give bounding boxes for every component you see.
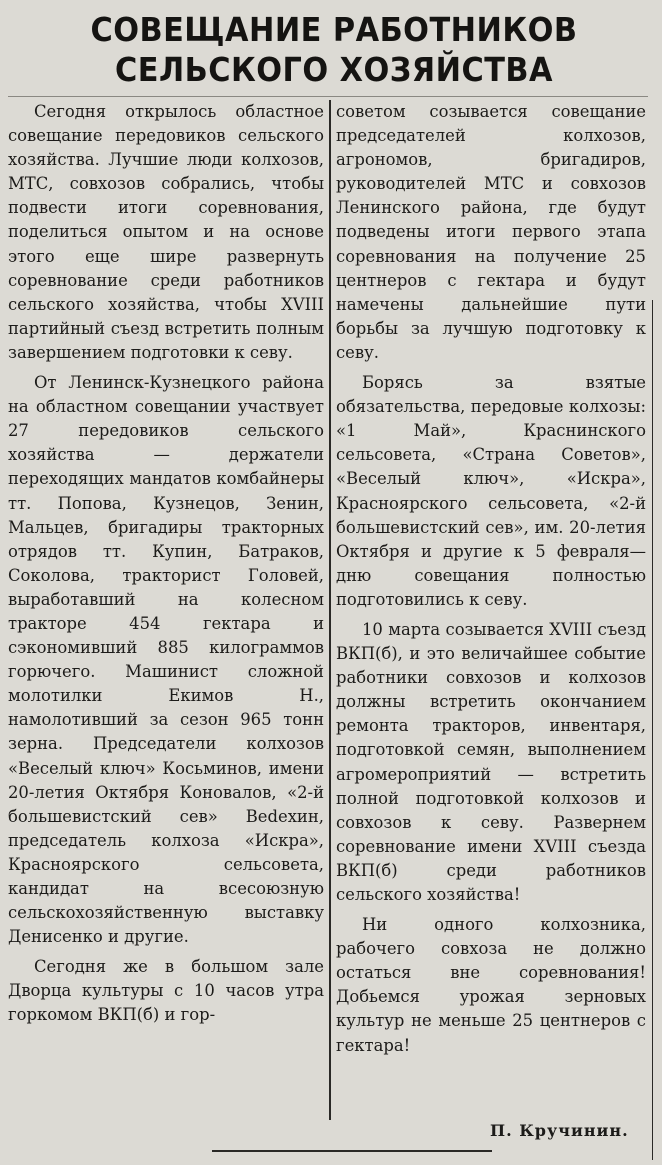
headline-line-2: СЕЛЬСКОГО ХОЗЯЙСТВА <box>115 50 553 89</box>
right-column <box>336 100 646 1064</box>
author-signature: П. Кручинин. <box>490 1121 629 1140</box>
paragraph: От Ленинск-Кузнецкого района на областном совещании участвует 27 передовиков сельского хозяйства — держатели переходящих мандатов комбайнеры тт. Попова, Кузнецов, Зенин, Мальцев, бригадиры тракторных отрядов тт. Купин, Батраков, Соколова, тракторист Головей, выработавший на колесном тракторе 454 гектара и сэкономивший 885 килограммов горючего. Машинист сложной молотилки Екимов Н., намолотивший за сезон 965 тонн зерна. Председатели колхозов «Веселый ключ» Косьминов, имени 20-летия Октября Коновалов, «2-й большевистский сев» Веdeхин, председатель колхоза «Искра», Красноярского сельсовета, кандидат на всесоюзную сельскохозяйственную выставку Денисенко и другие. <box>8 373 324 947</box>
headline <box>45 10 623 90</box>
paragraph: Сегодня открылось областное совещание передовиков сельского хозяйства. Лучшие люди колхозов, МТС, совхозов собрались, чтобы подвести итоги соревнования, поделиться опытом и на основе этого еще шире развернуть соревнование среди работников сельского хозяйства, чтобы XVIII партийный съезд встретить полным завершением подготовки к севу. <box>8 102 324 362</box>
bottom-divider <box>212 1150 492 1152</box>
headline-line-1: СОВЕЩАНИЕ РАБОТНИКОВ <box>90 10 578 49</box>
adjacent-column-edge <box>652 300 662 1160</box>
headline-divider <box>8 96 648 97</box>
left-column <box>8 100 324 1034</box>
column-divider <box>329 100 331 1120</box>
paragraph-continuation: советом созывается совещание председателей колхозов, агрономов, бригадиров, руководителей МТС и совхозов Ленинского района, где будут подведены итоги первого этапа соревнования на получение 25 центнеров с гектара и будут намечены дальнейшие пути борьбы за лучшую подготовку к севу. <box>336 102 646 362</box>
paragraph: Борясь за взятые обязательства, передовые колхозы: «1 Май», Краснинского сельсовета, «Страна Советов», «Веселый ключ», «Искра», Красноярского сельсовета, «2-й большевистский сев», им. 20-летия Октября и другие к 5 февраля—дню совещания полностью подготовились к севу. <box>336 373 646 609</box>
paragraph: Ни одного колхозника, рабочего совхоза не должно остаться вне соревнования! Добьемся урожая зерновых культур не меньше 25 центнеров с гектара! <box>336 915 646 1055</box>
paragraph: 10 марта созывается XVIII съезд ВКП(б), и это величайшее событие работники совхозов и колхозов должны встретить окончанием ремонта тракторов, инвентаря, подготовкой семян, выполнением агромероприятий — встретить полной подготовкой колхозов и совхозов к севу. Развернем соревнование имени XVIII съезда ВКП(б) среди работников сельского хозяйства! <box>336 619 646 904</box>
paragraph: Сегодня же в большом зале Дворца культуры с 10 часов утра горкомом ВКП(б) и гор- <box>8 957 324 1025</box>
